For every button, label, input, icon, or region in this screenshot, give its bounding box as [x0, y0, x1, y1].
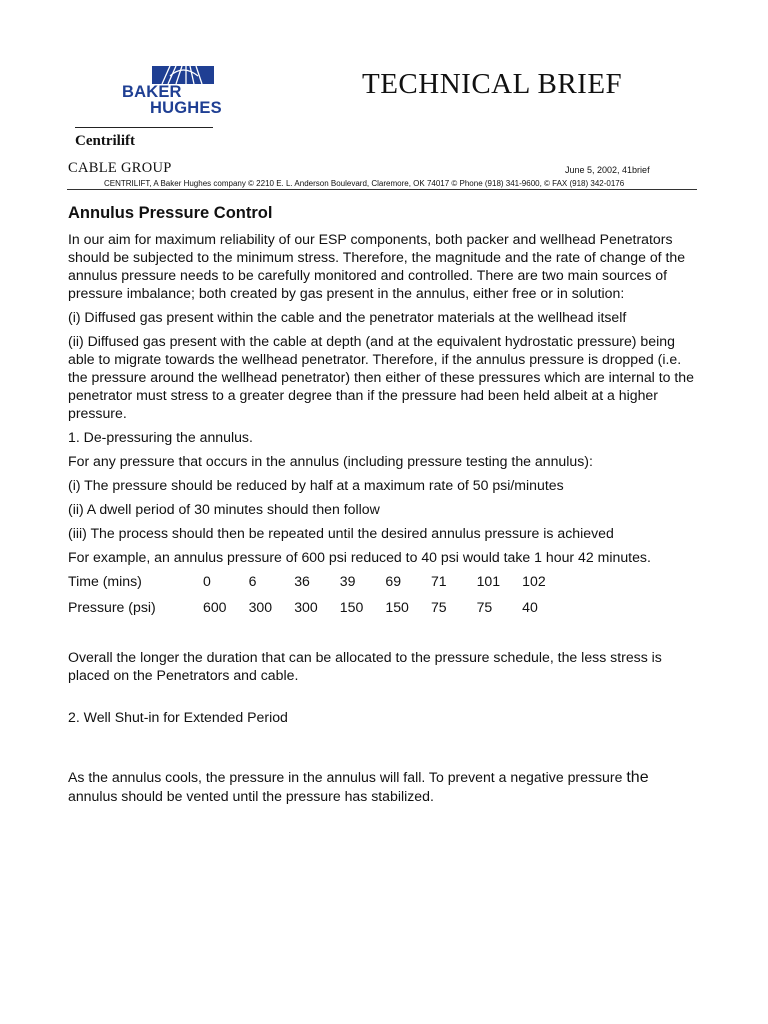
- header-divider: [67, 189, 697, 190]
- pressure-cell: 75: [476, 599, 493, 615]
- document-body: [68, 203, 700, 811]
- section-heading: Annulus Pressure Control: [68, 204, 273, 222]
- step-ii: (ii) A dwell period of 30 minutes should then follow: [68, 501, 380, 517]
- source-i-paragraph: (i) Diffused gas present within the cable and the penetrator materials at the wellhead itself: [68, 309, 627, 325]
- group-name: CABLE GROUP: [68, 160, 172, 176]
- time-cell: 6: [248, 573, 257, 589]
- pressure-cell: 600: [203, 599, 227, 615]
- pressure-cell: 150: [385, 599, 409, 615]
- document-date: June 5, 2002, 41brief: [565, 165, 650, 175]
- logo-divider: [75, 127, 213, 128]
- section-1-title: 1. De-pressuring the annulus.: [68, 429, 253, 445]
- step-iii: (iii) The process should then be repeated until the desired annulus pressure is achieved: [68, 525, 614, 541]
- time-row: [68, 572, 568, 598]
- pressure-cell: 40: [522, 599, 538, 615]
- section-2-text-emphasis: the: [626, 769, 649, 786]
- time-cell: 39: [339, 573, 356, 589]
- time-cell: 101: [476, 573, 501, 589]
- pressure-cell: 75: [430, 599, 447, 615]
- section-2-text-a: As the annulus cools, the pressure in the annulus will fall. To prevent a negative pressure: [68, 769, 627, 785]
- pressure-row: [68, 598, 568, 624]
- division-name: Centrilift: [75, 133, 135, 149]
- time-cell: 36: [294, 573, 310, 589]
- source-ii-paragraph: (ii) Diffused gas present with the cable at depth (and at the equivalent hydrostatic pressure) being able to migrate towards the wellhead penetrator. Therefore, if the annulus pressure is dropped (i.e. the pressure around the wellhead penetrator) then either of these pressures which are internal to the penetrator must stress to a greater degree than if the pressure had been held albeit at a higher pressure.: [68, 333, 694, 421]
- intro-paragraph: In our aim for maximum reliability of our ESP components, both packer and wellhead Penetrators should be subjected to the minimum stress. Therefore, the magnitude and the rate of change of the annulus pressure needs to be carefully monitored and controlled. There are two main sources of pressure imbalance; both created by gas present in the annulus, either free or in solution:: [68, 231, 686, 301]
- example-paragraph: For example, an annulus pressure of 600 psi reduced to 40 psi would take 1 hour 42 minutes.: [68, 549, 651, 565]
- document-title: TECHNICAL BRIEF: [362, 68, 623, 100]
- time-cell: 0: [203, 573, 211, 589]
- section-2-title: 2. Well Shut-in for Extended Period: [68, 709, 288, 725]
- pressure-label: Pressure (psi): [68, 599, 156, 615]
- spacer: [68, 690, 700, 708]
- section-2-paragraph: [68, 768, 700, 805]
- spacer: [68, 732, 700, 750]
- step-i: (i) The pressure should be reduced by half at a maximum rate of 50 psi/minutes: [68, 477, 564, 493]
- logo-line-2: HUGHES: [150, 99, 222, 117]
- time-label: Time (mins): [68, 573, 142, 589]
- spacer: [68, 750, 700, 768]
- company-address: CENTRILIFT, A Baker Hughes company © 2210 E. L. Anderson Boulevard, Claremore, OK 74017 © Phone (918) 341-9600, © FAX (918) 342-0176: [104, 179, 625, 188]
- section-1-lead: For any pressure that occurs in the annulus (including pressure testing the annulus):: [68, 453, 593, 469]
- pressure-schedule-table: [68, 572, 568, 624]
- spacer: [68, 630, 700, 648]
- logo-line-1: BAKER: [122, 83, 182, 101]
- time-cell: 69: [385, 573, 402, 589]
- time-cell: 71: [430, 573, 447, 589]
- pressure-cell: 300: [248, 599, 273, 615]
- pressure-cell: 300: [294, 599, 318, 615]
- section-2-text-b: annulus should be vented until the pressure has stabilized.: [68, 788, 434, 804]
- time-cell: 102: [522, 573, 546, 589]
- pressure-cell: 150: [339, 599, 364, 615]
- overall-paragraph: Overall the longer the duration that can be allocated to the pressure schedule, the less stress is placed on the Penetrators and cable.: [68, 649, 662, 683]
- company-logo: [122, 84, 222, 116]
